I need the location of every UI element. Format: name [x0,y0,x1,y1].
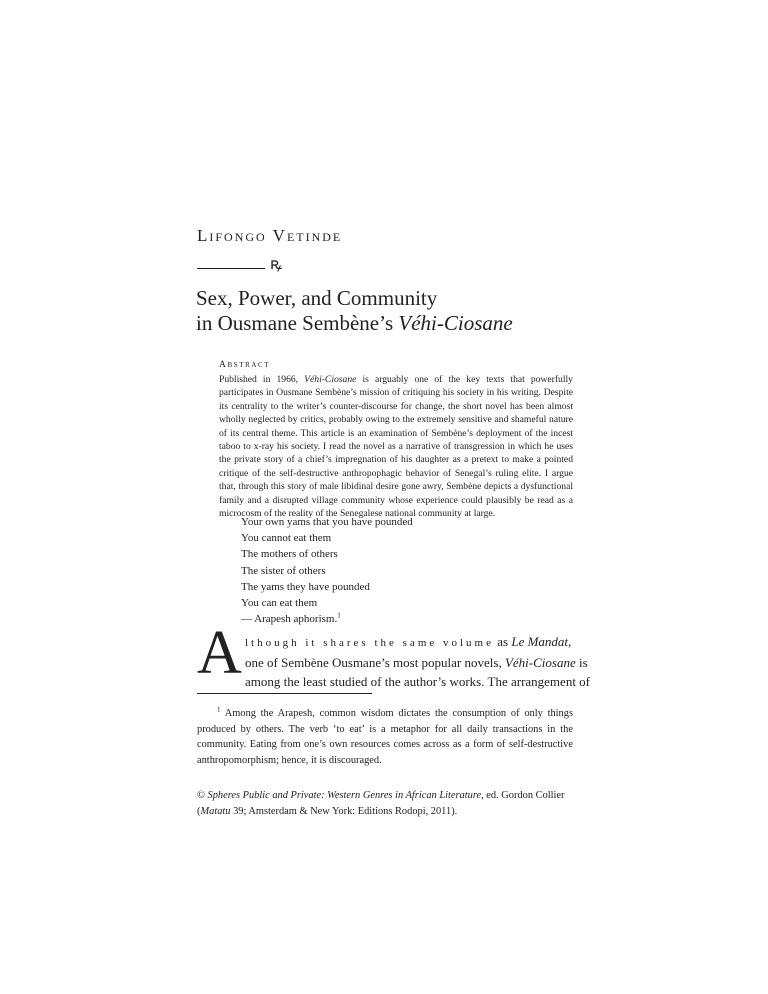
epigraph [241,514,571,627]
epigraph-line: The yams they have pounded [241,580,370,593]
abstract-part-1: Published in 1966, [219,374,305,385]
epigraph-attribution-text: — Arapesh aphorism. [241,613,338,626]
title-line-1: Sex, Power, and Community [196,286,438,310]
abstract-novel-name: Véhi-Ciosane [304,374,357,385]
body-line-1 [245,632,573,653]
title-rule [197,268,265,269]
body-line-2 [245,653,588,672]
copyright-symbol: © [197,790,205,801]
footnote-text: Among the Arapesh, common wisdom dictates the consumption of only things produced by others. The verb ‘to eat’ is a metaphor for all daily transactions in the community. Eating from one’s own resources comes across as a form of self-destructive anthropomorphism; hence, it is discouraged. [197,708,573,766]
volume-title: Spheres Public and Private: Western Genres in African Literature [204,790,482,801]
body-paragraph [245,632,591,691]
footnote-number: 1 [217,705,221,714]
epigraph-line: The mothers of others [241,548,338,561]
author-name: Lifongo Vetinde [197,226,343,245]
footnote-rule [197,693,372,694]
ornament-icon: ꝶ [270,256,283,273]
epigraph-line: The sister of others [241,564,326,577]
title-line-2 [196,311,616,336]
drop-cap: A [197,619,242,687]
abstract-text [219,373,573,520]
citation-part-3: 39; Amsterdam & New York: Editions Rodopi, 2011). [230,805,458,817]
book-title-vehi-ciosane: Véhi-Ciosane [504,655,576,670]
book-title-le-mandat: Le Mandat [511,634,569,649]
abstract-heading: Abstract [219,360,271,370]
citation-part-2: , ed. Gordon Collier ( [197,790,565,817]
body-line-2-pre: one of Sembène Ousmane’s most popular novels, [245,655,505,670]
epigraph-attribution [241,611,571,627]
title-novel-name: Véhi-Ciosane [398,311,513,335]
source-citation [197,788,573,819]
epigraph-line: You can eat them [241,597,318,610]
title-line-2-prefix: in Ousmane Sembène’s [196,311,399,335]
article-title [196,286,616,336]
epigraph-line: Your own yams that you have pounded [241,516,413,528]
body-line-1-end: , [568,634,572,649]
footnote-marker[interactable]: 1 [337,611,341,620]
abstract-part-2: is arguably one of the key texts that powerfully participates in Ousmane Sembène’s mission of critiquing his society in his writing. Despite its centrality to the writer’s counter-discourse for change, the short novel has been almost wholly neglected by critics, probably owing to the extremely sensitive and shameful nature of its central theme. This article is an examination of Sembène’s deployment of the incest taboo to x-ray his society. I read the novel as a narrative of transgression in which he uses the private story of a chief’s impregnation of his daughter as a pretext to make a pointed critique of the self-destructive anthropophagic behavior of Senegal’s ruling elite. I argue that, through this story of male libidinal desire gone awry, Sembène depicts a dysfunctional family and a disrupted village community whose experience could plausibly be read as a microcosm of the reality of the Senegalese national community at large. [219,374,573,520]
footnote-1 [197,706,573,768]
body-line-1-as: as [494,634,512,649]
series-name: Matatu [200,805,231,817]
body-line-3: among the least studied of the author’s works. The arrangement of [245,674,591,689]
epigraph-line: You cannot eat them [241,532,332,545]
small-caps-opening: lthough it shares the same volume [245,637,494,649]
body-line-2-end: is [575,655,588,670]
